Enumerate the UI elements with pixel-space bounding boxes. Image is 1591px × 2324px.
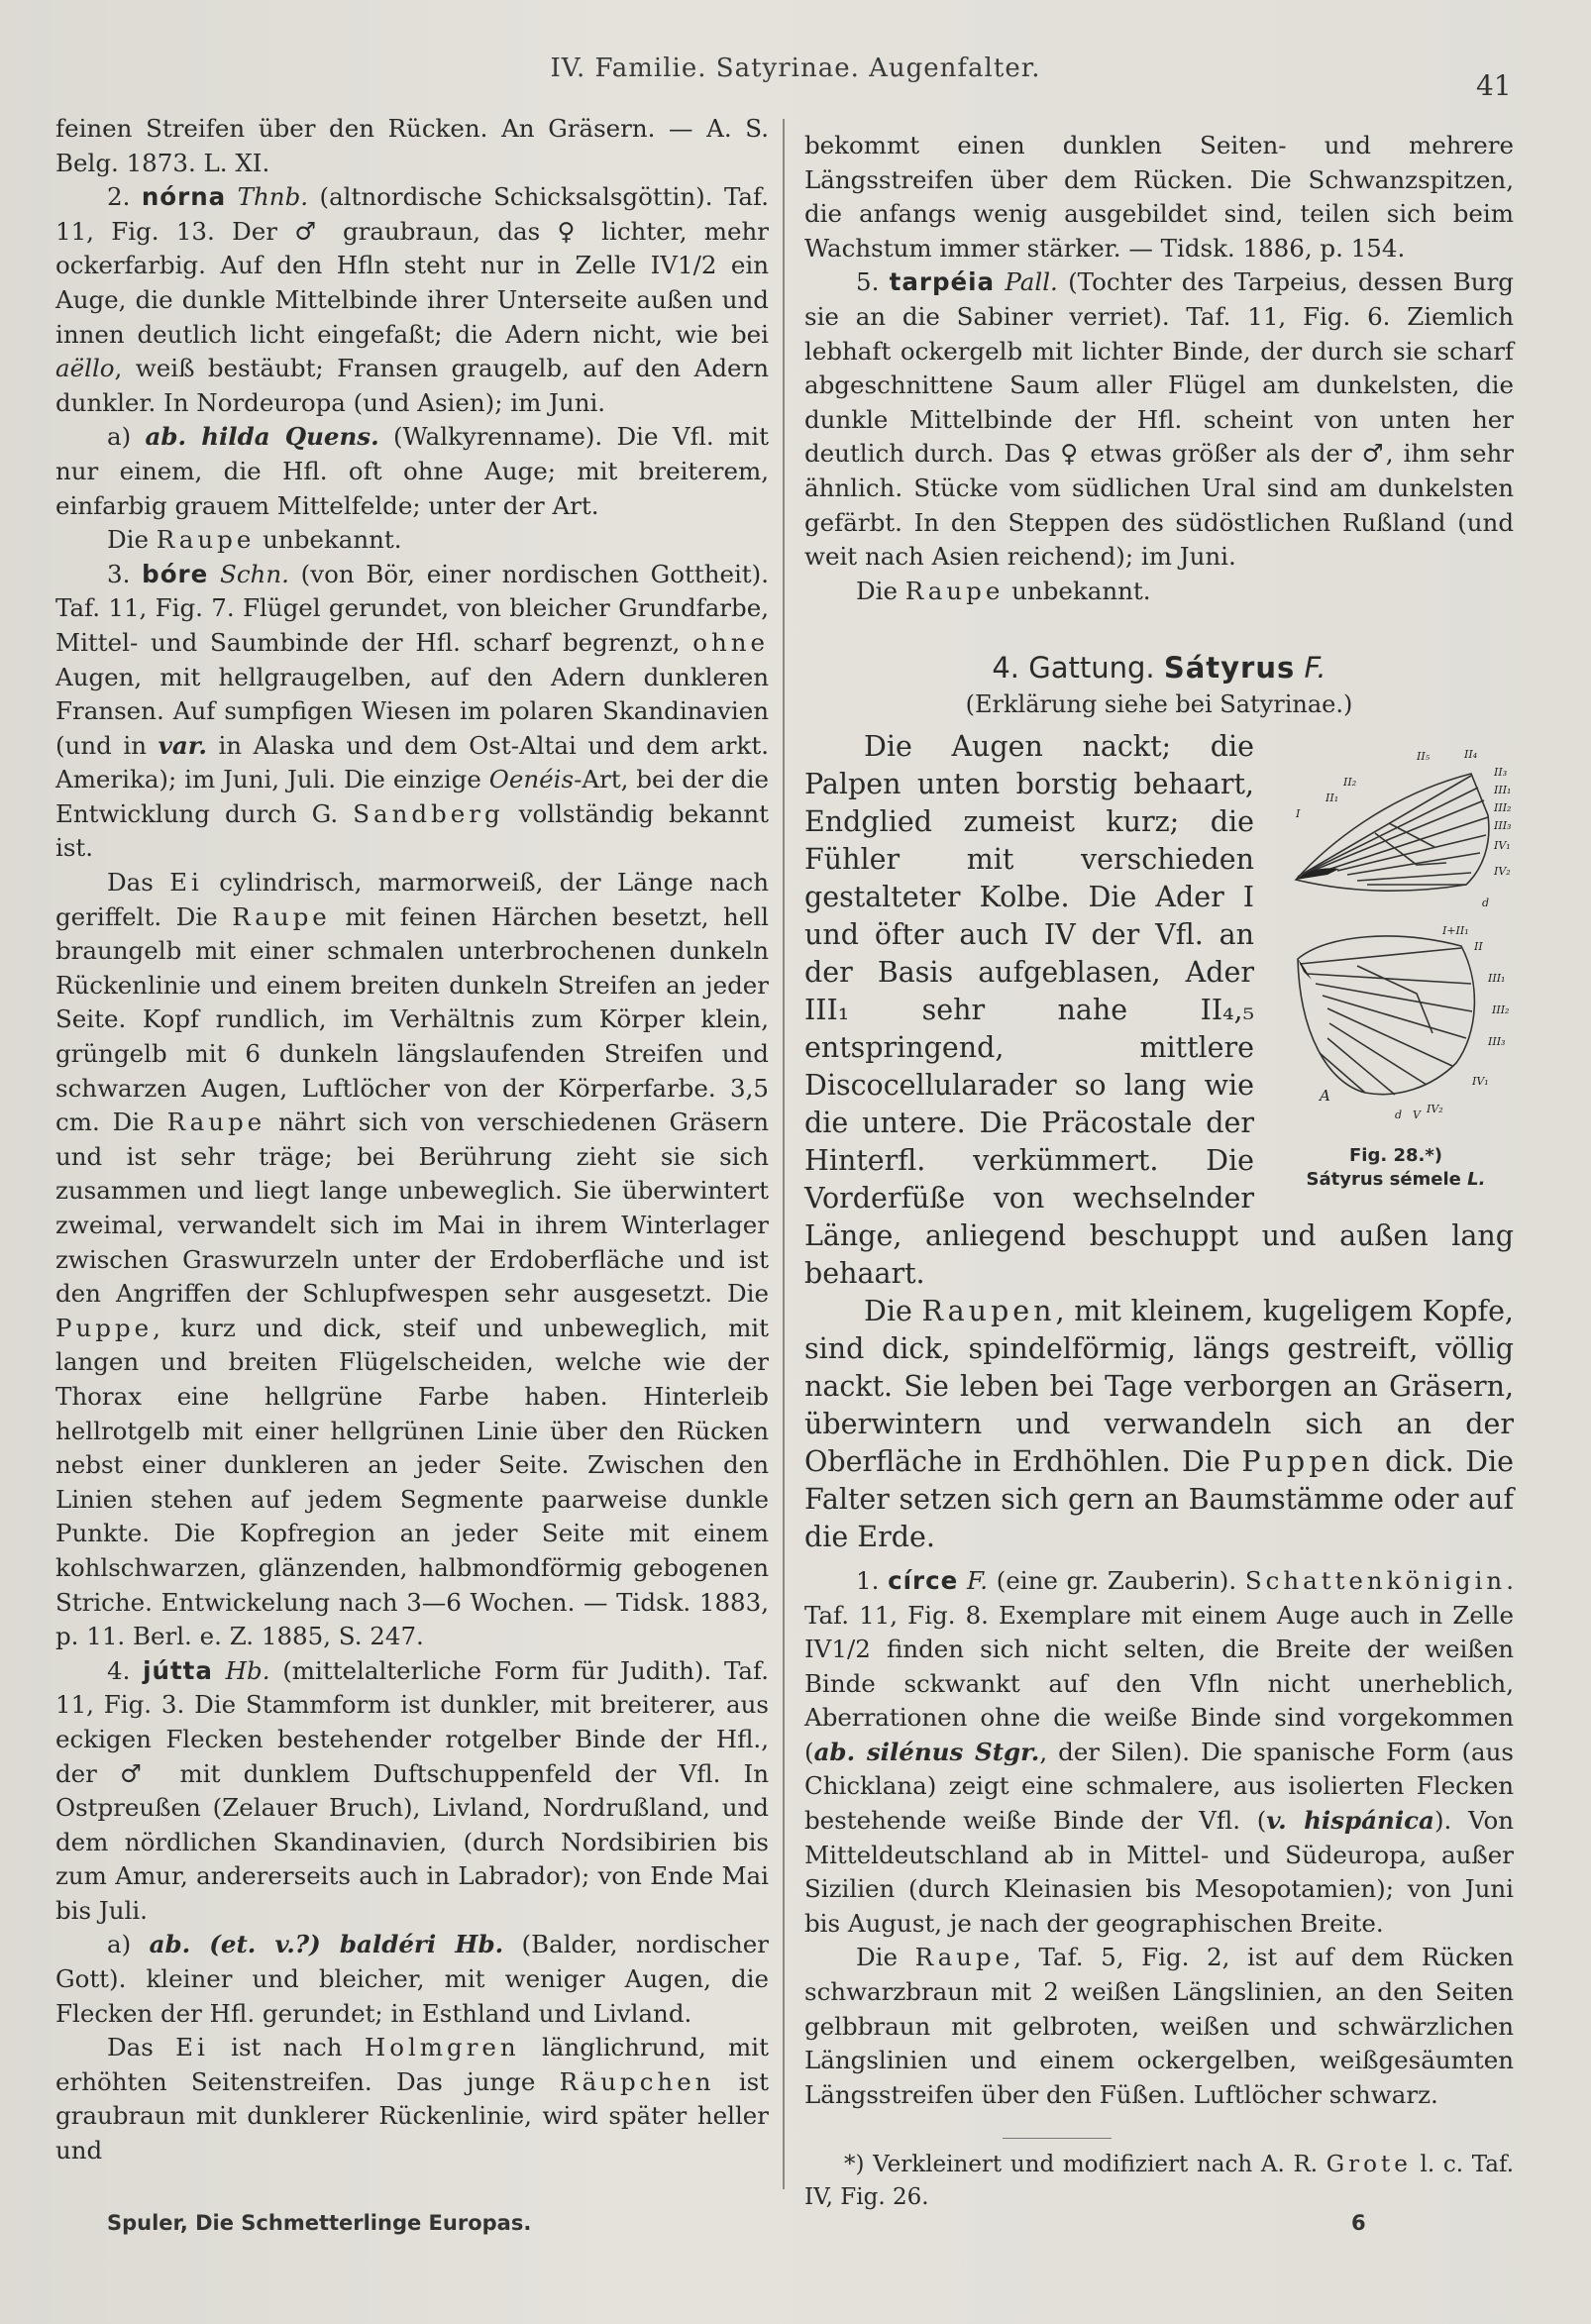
species-author: Thnb. [237,182,309,212]
label-hw: IV₁ [1472,1074,1489,1088]
right-column [804,129,1514,2214]
label-fw: II₅ [1417,749,1431,763]
genus-name: Sátyrus [1163,651,1296,686]
species-tarpeia: 5. tarpéia Pall. (Tochter des Tarpeius, dessen Burg sie an die Sabiner verriet). Taf. 11, Fig. 6. Ziemlich lebhaft ockergelb mit lichter Binde, der durch sie scharf abgeschnittene Saum aller Flügel am dunkelsten, die dunkle Mittelbinde der Hfl. scheint von unten her deutlich durch. Das ♀ etwas größer als der ♂, ihm sehr ähnlich. Stücke vom südlichen Ural sind am dunkelsten gefärbt. In den Steppen des südöstlichen Rußland (und weit nach Asien reichend); im Juni. [804,267,1514,572]
species-name: bóre [142,559,209,588]
figure-caption: Sátyrus sémele L. [1306,1168,1486,1190]
species-bore: 3. bóre Schn. (von Bör, einer nordischen Gottheit). Taf. 11, Fig. 7. Flügel gerundet, von bleicher Grundfarbe, Mittel- und Saumbinde der Hfl. scharf begrenzt, ohne Augen, mit hellgraugelben, auf den Adern dunkleren Fransen. Auf sumpfigen Wiesen im polaren Skandinavien (und in var. in Alaska und dem Ost-Altai und dem arkt. Amerika); im Juni, Juli. Die einzige Oenéis-Art, bei der die Entwicklung durch G. Sandberg vollständig bekannt ist. [55,559,769,863]
figure-number: Fig. 28.*) [1349,1144,1442,1166]
footnote-rule [1003,2138,1112,2139]
label-fw: II₁ [1326,791,1339,804]
label-hw: II [1474,939,1483,953]
label-fw: IV₁ [1494,838,1511,852]
running-head: IV. Familie. Satyrinae. Augenfalter. [550,53,1041,83]
label-fw: IV₂ [1494,864,1511,878]
label-fw: II₃ [1494,765,1508,779]
species-norna: 2. nórna Thnb. (altnordische Schicksalsgöttin). Taf. 11, Fig. 13. Der ♂ graubraun, das ♀ lichter, mehr ockerfarbig. Auf den Hfln steht nur in Zelle IV1/2 ein Auge, die dunkle Mittelbinde ihrer Unterseite außen und innen deutlich licht eingefaßt; die Adern nicht, wie bei aëllo, weiß bestäubt; Fransen graugelb, auf den Adern dunkler. In Nordeuropa (und Asien); im Juni. [55,182,769,417]
label-fw: II₄ [1464,747,1478,761]
genus-description [804,728,1514,1556]
page-number: 41 [1476,69,1512,102]
column-divider [783,119,785,2189]
label-hw: I+II₁ [1442,923,1469,937]
egg-larva-description: Das Ei cylindrisch, marmorweiß, der Länge nach geriffelt. Die Raupe mit feinen Härchen besetzt, hell braungelb mit einer schmalen unterbrochenen dunkeln Rückenlinie und einem breiten dunkeln Streifen an jeder Seite. Kopf rundlich, im Verhältnis zum Körper klein, grüngelb mit 6 dunkeln längslaufenden Streifen und schwarzen Augen, Luftlöcher von der Körperfarbe. 3,5 cm. Die Raupe nährt sich von verschiedenen Gräsern und ist sehr träge; bei Berührung zieht sie sich zusammen und liegt lange unbeweglich. Sie überwintert zweimal, verwandelt sich im Mai in ihrem Winterlager zwischen Graswurzeln unter der Erdoberfläche und ist den Angriffen der Schlupfwespen sehr ausgesetzt. Die Puppe, kurz und dick, steif und unbeweglich, mit langen und breiten Flügelscheiden, welche wie der Thorax eine hellgrüne Farbe haben. Hinterleib hellrotgelb mit einer hellgrünen Linie über den Rücken nebst einer dunkleren an jeder Seite. Zwischen den Linien stehen auf jedem Segmente paarweise dunkle Punkte. Die Kopfregion an jeder Seite mit einem kohlschwarzen, glänzenden, halbmondförmig gebogenen Striche. Entwickelung nach 3—6 Wochen. — Tidsk. 1883, p. 11. Berl. e. Z. 1885, S. 247. [55,868,770,1651]
genus-larvae: Die Raupen, mit kleinem, kugeligem Kopfe, sind dick, spindelförmig, längs gestreift, völlig nackt. Sie leben bei Tage verborgen an Gräsern, überwintern und verwandeln sich an der Oberfläche in Erdhöhlen. Die Puppen dick. Die Falter setzen sich gern an Baumstämme oder auf die Erde. [804,1294,1515,1553]
paragraph-continuation: feinen Streifen über den Rücken. An Gräsern. — A. S. Belg. 1873. L. XI. [55,114,769,177]
species-jutta: 4. jútta Hb. (mittelalterliche Form für Judith). Taf. 11, Fig. 3. Die Stammform ist dunkler, mit breiterer, aus eckigen Flecken bestehender rotgelber Binde der Hfl., der ♂ mit dunklem Duftschuppenfeld der Vfl. In Ostpreußen (Zelauer Bruch), Livland, Nordrußland, und dem nördlichen Skandinavien, (durch Nordsibirien bis zum Amur, andererseits auch in Labrador); von Ende Mai bis Juli. [55,1655,769,1925]
species-circe: 1. círce F. (eine gr. Zauberin). Schattenkönigin. Taf. 11, Fig. 8. Exemplare mit einem Auge auch in Zelle IV1/2 finden sich nicht selten, die Breite der weißen Binde sckwankt auf den Vfln nicht unerheblich, Aberrationen ohne die weiße Binde sind vorgekommen (ab. silénus Stgr., der Silen). Die spanische Form (aus Chicklana) zeigt eine schmalere, aus isolierten Flecken bestehende weiße Binde der Vfl. (v. hispánica). Von Mitteldeutschland ab in Mittel- und Südeuropa, außer Sizilien (durch Kleinasien bis Mesopotamien); von Juni bis August, je nach der geographischen Breite. [804,1565,1515,1938]
figure-wing-venation [1268,736,1524,1192]
label-hw: IV₂ [1427,1102,1443,1115]
footnote: *) Verkleinert und modifiziert nach A. R. Grote l. c. Taf. IV, Fig. 26. [804,2152,1515,2211]
label-hw: d [1395,1108,1403,1121]
genus-subtitle: (Erklärung siehe bei Satyrinae.) [965,690,1353,719]
left-column [55,112,769,2168]
footer-signature: 6 [1351,2211,1366,2235]
label-hw: III₁ [1488,971,1506,985]
species-name: nórna [141,182,227,212]
egg-holmgren: Das Ei ist nach Holmgren länglichrund, mit erhöhten Seitenstreifen. Das junge Räupchen ist graubraun mit dunklerer Rückenlinie, wird später heller und [55,2033,769,2166]
aberration-balderi: a) ab. (et. v.?) baldéri Hb. (Balder, nordischer Gott). kleiner und bleicher, mit weniger Augen, die Flecken der Hfl. gerundet; in Esthland und Livland. [55,1930,769,2028]
species-name: jútta [143,1655,213,1685]
genus-heading: 4. Gattung. Sátyrus F. [992,651,1326,686]
paragraph-continuation: bekommt einen dunklen Seiten- und mehrere Längsstreifen über dem Rücken. Die Schwanzspitzen, die anfangs wenig ausgebildet sind, teilen sich beim Wachstum immer stärker. — Tidsk. 1886, p. 154. [804,131,1514,263]
label-fw: I [1296,806,1301,820]
label-hw: A [1320,1086,1330,1105]
wing-venation-diagram [1268,736,1524,1142]
larva-circe: Die Raupe, Taf. 5, Fig. 2, ist auf dem Rücken schwarzbraun mit 2 weißen Längslinien, an den Seiten gelbbraun mit gelbroten, weißen und schwärzlichen Längslinien und einem ockergelben, weißgesäumten Längsstreifen über den Füßen. Luftlöcher schwarz. [804,1943,1514,2109]
species-name: círce [888,1565,959,1595]
raupe-unknown: Die Raupe unbekannt. [107,525,402,555]
label-fw: II₂ [1343,775,1357,789]
label-fw: d [1482,896,1490,909]
aberration-hilda: a) ab. hilda Quens. (Walkyrenname). Die Vfl. mit nur einem, die Hfl. oft ohne Auge; mit breiterem, einfarbig grauem Mittelfelde; unter der Art. [55,422,769,520]
raupe-unknown: Die Raupe unbekannt. [856,576,1151,605]
label-fw: III₁ [1494,783,1512,796]
genus-characters: Die Augen nackt; die Palpen unten borstig behaart, Endglied zumeist kurz; die Fühler mit verschieden gestalteter Kolbe. Die Ader I und öfter auch IV der Vfl. an der Basis aufgeblasen, Ader III₁ sehr nahe II₄,₅ entspringend, mittlere Discocellularader so lang wie die untere. Die Präcostale der Hinterfl. verkümmert. Die Vorderfüße von wechselnder Länge, anliegend beschuppt und außen lang behaart. [804,729,1514,1290]
label-hw: V [1413,1108,1421,1121]
label-fw: III₃ [1494,818,1512,832]
species-name: tarpéia [889,267,996,297]
footer-book-title: Spuler, Die Schmetterlinge Europas. [107,2211,532,2235]
label-hw: III₂ [1492,1003,1510,1016]
label-hw: III₃ [1488,1034,1506,1048]
label-fw: III₂ [1494,800,1512,814]
